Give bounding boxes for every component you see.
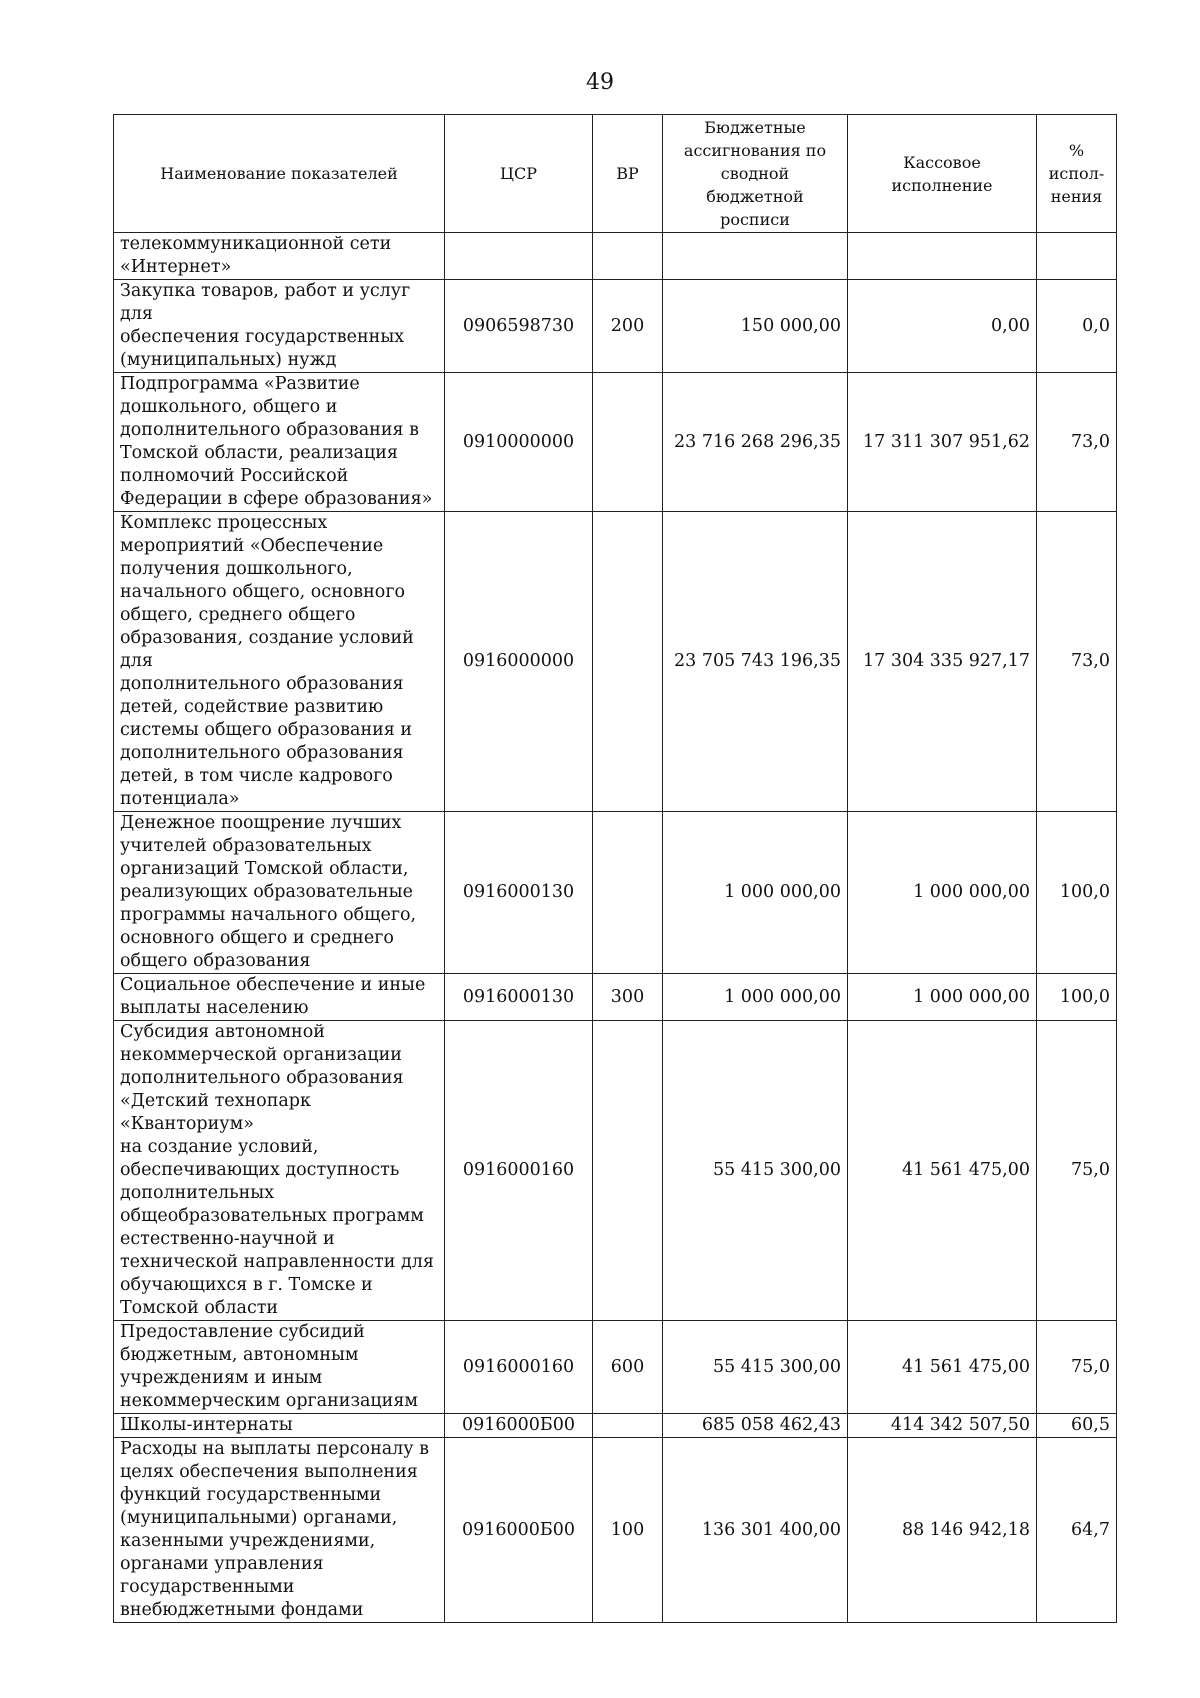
row-pct: 100,0 bbox=[1037, 974, 1117, 1021]
table-body bbox=[114, 233, 1117, 1623]
table-row bbox=[114, 1021, 1117, 1321]
row-budget: 1 000 000,00 bbox=[663, 812, 848, 974]
header-budget: Бюджетные ассигнования по сводной бюджетной росписи bbox=[663, 115, 848, 233]
table-row bbox=[114, 1321, 1117, 1414]
table-row bbox=[114, 233, 1117, 280]
table-row bbox=[114, 812, 1117, 974]
row-budget bbox=[663, 233, 848, 280]
row-cash: 41 561 475,00 bbox=[848, 1321, 1037, 1414]
row-vr: 600 bbox=[593, 1321, 663, 1414]
row-name: Предоставление субсидий бюджетным, автономным учреждениям и иным некоммерческим организациям bbox=[114, 1321, 445, 1414]
row-cash: 1 000 000,00 bbox=[848, 812, 1037, 974]
row-name: Социальное обеспечение и иные выплаты населению bbox=[114, 974, 445, 1021]
table-row bbox=[114, 280, 1117, 373]
row-name: Комплекс процессных мероприятий «Обеспечение получения дошкольного, начального общего, основного общего, среднего общего образования, создание условий для дополнительного образования детей, содействие развитию системы общего образования и дополнительного образования детей, в том числе кадрового потенциала» bbox=[114, 512, 445, 812]
table-row bbox=[114, 512, 1117, 812]
row-vr: 200 bbox=[593, 280, 663, 373]
row-csr: 0910000000 bbox=[445, 373, 593, 512]
row-name: Денежное поощрение лучших учителей образовательных организаций Томской области, реализующих образовательные программы начального общего, основного общего и среднего общего образования bbox=[114, 812, 445, 974]
row-pct: 75,0 bbox=[1037, 1321, 1117, 1414]
row-pct: 75,0 bbox=[1037, 1021, 1117, 1321]
row-name: Расходы на выплаты персоналу в целях обеспечения выполнения функций государственными (муниципальными) органами, казенными учреждениями, органами управления государственными внебюджетными фондами bbox=[114, 1438, 445, 1623]
row-budget: 1 000 000,00 bbox=[663, 974, 848, 1021]
row-vr: 100 bbox=[593, 1438, 663, 1623]
row-budget: 136 301 400,00 bbox=[663, 1438, 848, 1623]
row-budget: 150 000,00 bbox=[663, 280, 848, 373]
row-cash: 0,00 bbox=[848, 280, 1037, 373]
row-vr: 300 bbox=[593, 974, 663, 1021]
row-pct: 100,0 bbox=[1037, 812, 1117, 974]
row-pct: 73,0 bbox=[1037, 373, 1117, 512]
row-cash: 88 146 942,18 bbox=[848, 1438, 1037, 1623]
header-name: Наименование показателей bbox=[114, 115, 445, 233]
row-cash: 41 561 475,00 bbox=[848, 1021, 1037, 1321]
row-csr: 0916000160 bbox=[445, 1021, 593, 1321]
row-csr: 0906598730 bbox=[445, 280, 593, 373]
row-pct: 64,7 bbox=[1037, 1438, 1117, 1623]
row-csr: 0916000130 bbox=[445, 812, 593, 974]
row-budget: 23 716 268 296,35 bbox=[663, 373, 848, 512]
row-cash: 414 342 507,50 bbox=[848, 1414, 1037, 1438]
row-vr bbox=[593, 233, 663, 280]
row-budget: 55 415 300,00 bbox=[663, 1021, 848, 1321]
row-cash: 17 311 307 951,62 bbox=[848, 373, 1037, 512]
row-csr bbox=[445, 233, 593, 280]
row-csr: 0916000Б00 bbox=[445, 1438, 593, 1623]
row-csr: 0916000Б00 bbox=[445, 1414, 593, 1438]
row-name: Подпрограмма «Развитие дошкольного, общего и дополнительного образования в Томской области, реализация полномочий Российской Федерации в сфере образования» bbox=[114, 373, 445, 512]
row-name: Субсидия автономной некоммерческой организации дополнительного образования «Детский технопарк «Кванториум» на создание условий, обеспечивающих доступность дополнительных общеобразовательных программ естественно-научной и технической направленности для обучающихся в г. Томске и Томской области bbox=[114, 1021, 445, 1321]
row-vr bbox=[593, 373, 663, 512]
header-vr: ВР bbox=[593, 115, 663, 233]
table-row bbox=[114, 1438, 1117, 1623]
table-header bbox=[114, 115, 1117, 233]
row-name: Школы-интернаты bbox=[114, 1414, 445, 1438]
row-name: Закупка товаров, работ и услуг для обеспечения государственных (муниципальных) нужд bbox=[114, 280, 445, 373]
row-budget: 23 705 743 196,35 bbox=[663, 512, 848, 812]
row-csr: 0916000130 bbox=[445, 974, 593, 1021]
budget-execution-table bbox=[113, 114, 1117, 1623]
row-vr bbox=[593, 1021, 663, 1321]
row-pct: 60,5 bbox=[1037, 1414, 1117, 1438]
page-number: 49 bbox=[586, 70, 614, 95]
row-budget: 685 058 462,43 bbox=[663, 1414, 848, 1438]
row-pct: 73,0 bbox=[1037, 512, 1117, 812]
row-csr: 0916000000 bbox=[445, 512, 593, 812]
row-csr: 0916000160 bbox=[445, 1321, 593, 1414]
header-pct: % испол- нения bbox=[1037, 115, 1117, 233]
header-cash: Кассовое исполнение bbox=[848, 115, 1037, 233]
row-pct bbox=[1037, 233, 1117, 280]
row-cash bbox=[848, 233, 1037, 280]
row-vr bbox=[593, 512, 663, 812]
table-row bbox=[114, 1414, 1117, 1438]
row-vr bbox=[593, 812, 663, 974]
row-pct: 0,0 bbox=[1037, 280, 1117, 373]
row-cash: 17 304 335 927,17 bbox=[848, 512, 1037, 812]
table-row bbox=[114, 373, 1117, 512]
table-row bbox=[114, 974, 1117, 1021]
row-cash: 1 000 000,00 bbox=[848, 974, 1037, 1021]
header-row bbox=[114, 115, 1117, 233]
header-csr: ЦСР bbox=[445, 115, 593, 233]
row-name: телекоммуникационной сети «Интернет» bbox=[114, 233, 445, 280]
row-vr bbox=[593, 1414, 663, 1438]
row-budget: 55 415 300,00 bbox=[663, 1321, 848, 1414]
